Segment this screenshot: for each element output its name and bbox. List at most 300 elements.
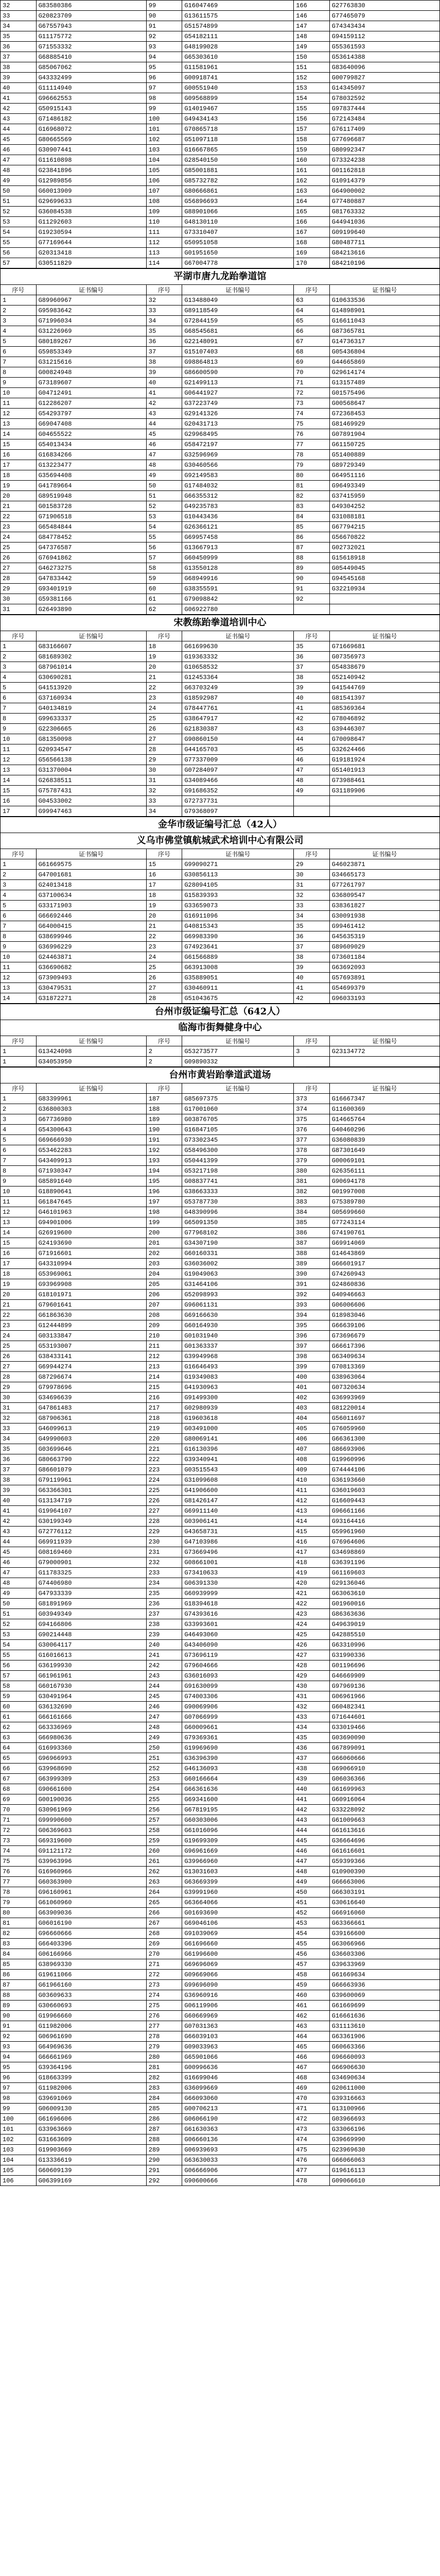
certificate-number-cell: G01960016 — [329, 1599, 439, 1609]
serial-number-cell: 5 — [1, 683, 37, 693]
serial-number-cell: 33 — [1, 1423, 37, 1434]
certificate-number-cell: G56896693 — [182, 196, 294, 207]
certificate-number-cell: G06166966 — [36, 1949, 146, 1959]
serial-number-cell: 427 — [294, 1650, 330, 1660]
certificate-number-cell: G13488049 — [182, 295, 294, 306]
certificate-number-cell: G49990603 — [36, 1434, 146, 1444]
certificate-number-cell: G71996034 — [36, 316, 146, 326]
certificate-number-cell: G46493060 — [182, 1630, 294, 1640]
serial-number-cell: 221 — [146, 1444, 182, 1454]
serial-number-cell: 85 — [1, 1959, 37, 1970]
serial-number-cell: 11 — [1, 1197, 37, 1207]
certificate-number-cell: G26493890 — [36, 604, 146, 615]
column-header: 序号 — [146, 1036, 182, 1046]
serial-number-cell: 19 — [146, 652, 182, 662]
serial-number-cell: 99 — [146, 1, 182, 11]
certificate-number-cell: G38355591 — [182, 584, 294, 594]
serial-number-cell: 249 — [146, 1733, 182, 1743]
certificate-number-cell: G14643869 — [329, 1248, 439, 1259]
serial-number-cell: 92 — [1, 2031, 37, 2042]
certificate-number-cell: G66661969 — [36, 2052, 146, 2062]
serial-number-cell: 194 — [146, 1166, 182, 1176]
certificate-number-cell: G67794215 — [329, 522, 439, 532]
certificate-number-cell: G60609139 — [36, 2165, 146, 2176]
table-row — [1, 93, 440, 104]
certificate-number-cell: G58496300 — [182, 1145, 294, 1156]
table-row — [1, 765, 440, 775]
certificate-number-cell: G85891640 — [36, 1176, 146, 1187]
serial-number-cell — [294, 604, 330, 615]
column-header: 证书编号 — [36, 1083, 146, 1094]
certificate-number-cell: G46136093 — [182, 1764, 294, 1774]
table-row — [1, 641, 440, 652]
serial-number-cell: 428 — [294, 1660, 330, 1671]
certificate-number-cell: G70865718 — [182, 124, 294, 134]
certificate-number-cell: G66039103 — [182, 2031, 294, 2042]
serial-number-cell: 61 — [1, 1712, 37, 1722]
certificate-number-cell: G69066910 — [329, 1764, 439, 1774]
serial-number-cell: 96 — [1, 2073, 37, 2083]
certificate-number-cell: G01363337 — [182, 1341, 294, 1351]
certificate-number-cell: G66361300 — [329, 1434, 439, 1444]
serial-number-cell: 32 — [1, 1, 37, 11]
table-row — [1, 114, 440, 124]
serial-number-cell: 388 — [294, 1248, 330, 1259]
certificate-number-cell: G47933339 — [36, 1588, 146, 1599]
serial-number-cell: 18 — [146, 641, 182, 652]
certificate-number-cell: G30690281 — [36, 672, 146, 683]
certificate-number-cell: G66617396 — [329, 1341, 439, 1351]
serial-number-cell: 58 — [146, 563, 182, 573]
table-row — [1, 1743, 440, 1753]
header-row — [1, 631, 440, 641]
serial-number-cell: 377 — [294, 1135, 330, 1145]
certificate-number-cell: G77337009 — [182, 755, 294, 765]
serial-number-cell: 85 — [294, 522, 330, 532]
serial-number-cell: 6 — [1, 1145, 37, 1156]
serial-number-cell: 384 — [294, 1207, 330, 1217]
table-row — [1, 672, 440, 683]
table-row — [1, 1980, 440, 1990]
serial-number-cell: 206 — [146, 1290, 182, 1300]
certificate-number-cell: G79000901 — [36, 1557, 146, 1568]
serial-number-cell: 42 — [1, 1516, 37, 1527]
certificate-number-cell: G53787730 — [182, 1197, 294, 1207]
certificate-number-cell: G61169603 — [329, 1568, 439, 1578]
serial-number-cell: 187 — [146, 1094, 182, 1104]
serial-number-cell: 55 — [146, 532, 182, 543]
serial-number-cell: 29 — [1, 584, 37, 594]
serial-number-cell: 83 — [1, 1939, 37, 1949]
table-row — [1, 1403, 440, 1413]
certificate-number-cell: G00996636 — [182, 2062, 294, 2073]
certificate-number-cell: G09033963 — [182, 2042, 294, 2052]
serial-number-cell: 21 — [1, 501, 37, 512]
serial-number-cell: 207 — [146, 1300, 182, 1310]
serial-number-cell: 49 — [1, 176, 37, 186]
serial-number-cell: 57 — [1, 258, 37, 268]
certificate-number-cell: G19699309 — [182, 1836, 294, 1846]
serial-number-cell: 58 — [1, 1681, 37, 1691]
serial-number-cell: 235 — [146, 1588, 182, 1599]
table-row — [1, 1856, 440, 1867]
serial-number-cell: 272 — [146, 1970, 182, 1980]
serial-number-cell: 424 — [294, 1619, 330, 1630]
certificate-number-cell: G61630363 — [182, 2124, 294, 2134]
certificate-number-cell: G04655522 — [36, 429, 146, 439]
serial-number-cell: 94 — [146, 52, 182, 62]
certificate-number-cell: G99696090 — [182, 1980, 294, 1990]
serial-number-cell: 238 — [146, 1619, 182, 1630]
certificate-number-cell: G67899091 — [329, 1743, 439, 1753]
serial-number-cell: 422 — [294, 1599, 330, 1609]
serial-number-cell: 68 — [1, 1784, 37, 1794]
column-header: 序号 — [1, 631, 37, 641]
certificate-number-cell: G90694178 — [329, 1176, 439, 1187]
serial-number-cell: 405 — [294, 1423, 330, 1434]
certificate-number-cell: G60167930 — [36, 1681, 146, 1691]
certificate-number-cell: G38433141 — [36, 1351, 146, 1362]
serial-number-cell: 19 — [1, 1279, 37, 1290]
certificate-number-cell: G79978696 — [36, 1382, 146, 1393]
table-row — [1, 1496, 440, 1506]
certificate-number-cell: G29141326 — [182, 409, 294, 419]
serial-number-cell: 153 — [294, 83, 330, 93]
certificate-number-cell: G59853349 — [36, 347, 146, 357]
certificate-number-cell: G00799827 — [329, 73, 439, 83]
table-row — [1, 962, 440, 973]
serial-number-cell: 418 — [294, 1557, 330, 1568]
serial-number-cell: 209 — [146, 1320, 182, 1331]
certificate-number-cell: G04533002 — [36, 796, 146, 806]
table-row — [1, 973, 440, 983]
certificate-number-cell: G38663333 — [182, 1187, 294, 1197]
certificate-number-cell: G16016613 — [36, 1650, 146, 1660]
certificate-number-cell: G12286207 — [36, 398, 146, 409]
certificate-number-cell: G05436804 — [329, 347, 439, 357]
serial-number-cell: 225 — [146, 1485, 182, 1496]
certificate-number-cell: G01031940 — [182, 1331, 294, 1341]
table-row — [1, 1681, 440, 1691]
table-row — [1, 2062, 440, 2073]
serial-number-cell: 19 — [1, 481, 37, 491]
certificate-number-cell: G46273275 — [36, 563, 146, 573]
certificate-number-cell: G10914379 — [329, 176, 439, 186]
serial-number-cell: 282 — [146, 2073, 182, 2083]
serial-number-cell: 409 — [294, 1465, 330, 1475]
serial-number-cell: 73 — [1, 1836, 37, 1846]
serial-number-cell: 439 — [294, 1774, 330, 1784]
certificate-number-cell: G58472197 — [182, 439, 294, 450]
certificate-number-cell: G16911096 — [182, 911, 294, 921]
serial-number-cell: 44 — [1, 1537, 37, 1547]
table-row — [1, 1104, 440, 1114]
certificate-number-cell: G41906600 — [182, 1485, 294, 1496]
certificate-number-cell: G36690682 — [36, 962, 146, 973]
certificate-number-cell: G86363636 — [329, 1609, 439, 1619]
certificate-number-cell: G06399169 — [36, 2176, 146, 2186]
serial-number-cell: 62 — [1, 1722, 37, 1733]
certificate-number-cell: G51043675 — [182, 993, 294, 1004]
serial-number-cell: 36 — [294, 652, 330, 662]
table-row — [1, 439, 440, 450]
table-row — [1, 911, 440, 921]
certificate-number-cell: G30491964 — [36, 1691, 146, 1702]
certificate-number-cell: G20823709 — [36, 11, 146, 21]
certificate-number-cell: G43658731 — [182, 1527, 294, 1537]
certificate-number-cell: G36996229 — [36, 942, 146, 952]
serial-number-cell: 40 — [1, 83, 37, 93]
serial-number-cell: 262 — [146, 1867, 182, 1877]
certificate-number-cell: G83640096 — [329, 62, 439, 73]
serial-number-cell: 286 — [146, 2114, 182, 2124]
certificate-number-cell: G01951650 — [182, 248, 294, 258]
certificate-number-cell: G83399961 — [36, 1094, 146, 1104]
serial-number-cell: 256 — [146, 1805, 182, 1815]
certificate-number-cell: G63361906 — [329, 2031, 439, 2042]
table-row — [1, 388, 440, 398]
certificate-number-cell: G38963064 — [329, 1372, 439, 1382]
serial-number-cell: 425 — [294, 1630, 330, 1640]
serial-number-cell: 25 — [146, 962, 182, 973]
table-row — [1, 1465, 440, 1475]
serial-number-cell: 386 — [294, 1228, 330, 1238]
serial-number-cell: 104 — [1, 2155, 37, 2165]
table-row — [1, 2052, 440, 2062]
certificate-number-cell: G63909036 — [36, 1908, 146, 1918]
serial-number-cell: 10 — [1, 1187, 37, 1197]
serial-number-cell: 72 — [294, 388, 330, 398]
certificate-number-cell: G69047408 — [36, 419, 146, 429]
certificate-number-cell: G97837444 — [329, 104, 439, 114]
serial-number-cell: 398 — [294, 1351, 330, 1362]
serial-number-cell: 41 — [294, 983, 330, 993]
certificate-number-cell: G22306665 — [36, 724, 146, 734]
certificate-number-cell: G65901066 — [182, 2052, 294, 2062]
serial-number-cell: 49 — [146, 470, 182, 481]
serial-number-cell: 29 — [1, 1382, 37, 1393]
serial-number-cell: 442 — [294, 1805, 330, 1815]
certificate-number-cell: G03690090 — [329, 1733, 439, 1743]
table-row — [1, 921, 440, 931]
certificate-number-cell: G85001881 — [182, 165, 294, 176]
serial-number-cell: 417 — [294, 1547, 330, 1557]
certificate-number-cell: G60939999 — [182, 1588, 294, 1599]
section-title: 平湖市唐九龙跆拳道馆 — [0, 268, 440, 284]
certificate-number-cell: G03515543 — [182, 1465, 294, 1475]
table-row — [1, 1836, 440, 1846]
table-row — [1, 1733, 440, 1743]
certificate-number-cell: G94166806 — [36, 1619, 146, 1630]
table-row — [1, 398, 440, 409]
serial-number-cell: 4 — [1, 326, 37, 336]
table-row — [1, 1970, 440, 1980]
serial-number-cell: 383 — [294, 1197, 330, 1207]
serial-number-cell: 232 — [146, 1557, 182, 1568]
column-header: 证书编号 — [182, 1083, 294, 1094]
serial-number-cell: 450 — [294, 1887, 330, 1897]
certificate-number-cell: G39691069 — [36, 2093, 146, 2104]
certificate-number-cell: G63366661 — [329, 1918, 439, 1928]
certificate-number-cell: G03949349 — [36, 1609, 146, 1619]
serial-number-cell: 465 — [294, 2042, 330, 2052]
certificate-number-cell: G73310407 — [182, 227, 294, 238]
certificate-number-cell: G67819195 — [182, 1805, 294, 1815]
certificate-number-cell: G81763332 — [329, 207, 439, 217]
certificate-number-cell: G11600369 — [329, 1104, 439, 1114]
serial-number-cell: 24 — [1, 532, 37, 543]
serial-number-cell: 462 — [294, 2011, 330, 2021]
certificate-number-cell: G16130396 — [182, 1444, 294, 1454]
certificate-number-cell: G65091350 — [182, 1217, 294, 1228]
certificate-number-cell — [329, 594, 439, 604]
certificate-number-cell: G61060960 — [36, 1897, 146, 1908]
certificate-table — [0, 1036, 440, 1067]
certificate-number-cell: G43310994 — [36, 1259, 146, 1269]
serial-number-cell: 375 — [294, 1114, 330, 1125]
table-row — [1, 1671, 440, 1681]
serial-number-cell: 62 — [146, 604, 182, 615]
serial-number-cell: 42 — [1, 104, 37, 114]
serial-number-cell: 191 — [146, 1135, 182, 1145]
certificate-number-cell: G79604666 — [182, 1660, 294, 1671]
serial-number-cell: 270 — [146, 1949, 182, 1959]
certificate-number-cell: G19964107 — [36, 1506, 146, 1516]
table-row — [1, 227, 440, 238]
serial-number-cell: 455 — [294, 1939, 330, 1949]
certificate-number-cell: G39968690 — [36, 1764, 146, 1774]
certificate-number-cell: G80189267 — [36, 336, 146, 347]
table-row — [1, 2001, 440, 2011]
serial-number-cell: 230 — [146, 1537, 182, 1547]
certificate-number-cell: G24463871 — [36, 952, 146, 962]
serial-number-cell: 255 — [146, 1794, 182, 1805]
certificate-number-cell: G16609443 — [329, 1496, 439, 1506]
certificate-number-cell: G31464106 — [182, 1279, 294, 1290]
table-row — [1, 419, 440, 429]
serial-number-cell: 229 — [146, 1527, 182, 1537]
certificate-number-cell: G00551940 — [182, 83, 294, 93]
serial-number-cell: 275 — [146, 2001, 182, 2011]
serial-number-cell: 380 — [294, 1166, 330, 1176]
serial-number-cell: 18 — [146, 890, 182, 901]
certificate-number-cell: G39600069 — [329, 1990, 439, 2001]
serial-number-cell: 379 — [294, 1156, 330, 1166]
certificate-number-cell: G69046106 — [182, 1918, 294, 1928]
certificate-number-cell: G61961961 — [36, 1671, 146, 1681]
certificate-number-cell: G46099613 — [36, 1423, 146, 1434]
serial-number-cell: 434 — [294, 1722, 330, 1733]
certificate-number-cell: G78046892 — [329, 714, 439, 724]
certificate-number-cell: G84213616 — [329, 248, 439, 258]
certificate-number-cell: G60916064 — [329, 1794, 439, 1805]
serial-number-cell: 79 — [294, 460, 330, 470]
serial-number-cell: 9 — [1, 724, 37, 734]
certificate-number-cell: G39963996 — [36, 1856, 146, 1867]
serial-number-cell: 8 — [1, 931, 37, 942]
column-header: 证书编号 — [36, 285, 146, 295]
serial-number-cell: 456 — [294, 1949, 330, 1959]
serial-number-cell: 81 — [1, 1918, 37, 1928]
table-row — [1, 2104, 440, 2114]
certificate-number-cell: G47376587 — [36, 543, 146, 553]
certificate-number-cell: G68545681 — [182, 326, 294, 336]
certificate-number-cell: G09890332 — [182, 1057, 294, 1067]
serial-number-cell: 36 — [146, 336, 182, 347]
certificate-number-cell: G13157489 — [329, 378, 439, 388]
serial-number-cell: 12 — [1, 755, 37, 765]
certificate-number-cell — [329, 796, 439, 806]
certificate-number-cell: G16847105 — [182, 1125, 294, 1135]
certificate-number-cell: G30511829 — [36, 258, 146, 268]
serial-number-cell: 8 — [1, 367, 37, 378]
serial-number-cell: 75 — [294, 419, 330, 429]
serial-number-cell: 48 — [1, 165, 37, 176]
serial-number-cell: 265 — [146, 1897, 182, 1908]
table-row — [1, 2073, 440, 2083]
serial-number-cell: 30 — [294, 870, 330, 880]
certificate-number-cell: G11581961 — [182, 62, 294, 73]
table-row — [1, 952, 440, 962]
table-row — [1, 563, 440, 573]
certificate-number-cell: G16646493 — [182, 1362, 294, 1372]
serial-number-cell: 90 — [1, 2011, 37, 2021]
serial-number-cell: 86 — [294, 532, 330, 543]
serial-number-cell: 467 — [294, 2062, 330, 2073]
certificate-number-cell: G23969630 — [329, 2145, 439, 2155]
serial-number-cell: 253 — [146, 1774, 182, 1784]
table-row — [1, 347, 440, 357]
serial-number-cell: 106 — [1, 2176, 37, 2186]
certificate-number-cell: G54300643 — [36, 1125, 146, 1135]
serial-number-cell: 8 — [1, 714, 37, 724]
serial-number-cell: 155 — [294, 104, 330, 114]
serial-number-cell: 40 — [1, 1496, 37, 1506]
certificate-number-cell: G34690634 — [329, 2073, 439, 2083]
certificate-number-cell: G64951116 — [329, 470, 439, 481]
serial-number-cell: 7 — [1, 357, 37, 367]
table-row — [1, 931, 440, 942]
serial-number-cell: 52 — [1, 1619, 37, 1630]
serial-number-cell: 441 — [294, 1794, 330, 1805]
serial-number-cell: 436 — [294, 1743, 330, 1753]
certificate-number-cell: G38647917 — [182, 714, 294, 724]
serial-number-cell: 234 — [146, 1578, 182, 1588]
serial-number-cell: 14 — [1, 775, 37, 786]
serial-number-cell: 443 — [294, 1815, 330, 1825]
table-row — [1, 2176, 440, 2186]
serial-number-cell: 204 — [146, 1269, 182, 1279]
certificate-number-cell: G03876705 — [182, 1114, 294, 1125]
certificate-number-cell: G03699646 — [36, 1444, 146, 1454]
table-row — [1, 2083, 440, 2093]
table-row — [1, 1290, 440, 1300]
certificate-number-cell: G07066999 — [182, 1712, 294, 1722]
table-row — [1, 1959, 440, 1970]
certificate-number-cell: G93164416 — [329, 1516, 439, 1527]
serial-number-cell: 35 — [294, 921, 330, 931]
serial-number-cell: 17 — [1, 806, 37, 817]
serial-number-cell: 168 — [294, 238, 330, 248]
certificate-number-cell: G11982006 — [36, 2083, 146, 2093]
table-row — [1, 1815, 440, 1825]
serial-number-cell: 37 — [1, 1465, 37, 1475]
certificate-number-cell: G00190036 — [36, 1794, 146, 1805]
table-row — [1, 491, 440, 501]
certificate-number-cell: G69944274 — [36, 1362, 146, 1372]
serial-number-cell: 52 — [1, 207, 37, 217]
certificate-number-cell: G66663006 — [329, 1877, 439, 1887]
